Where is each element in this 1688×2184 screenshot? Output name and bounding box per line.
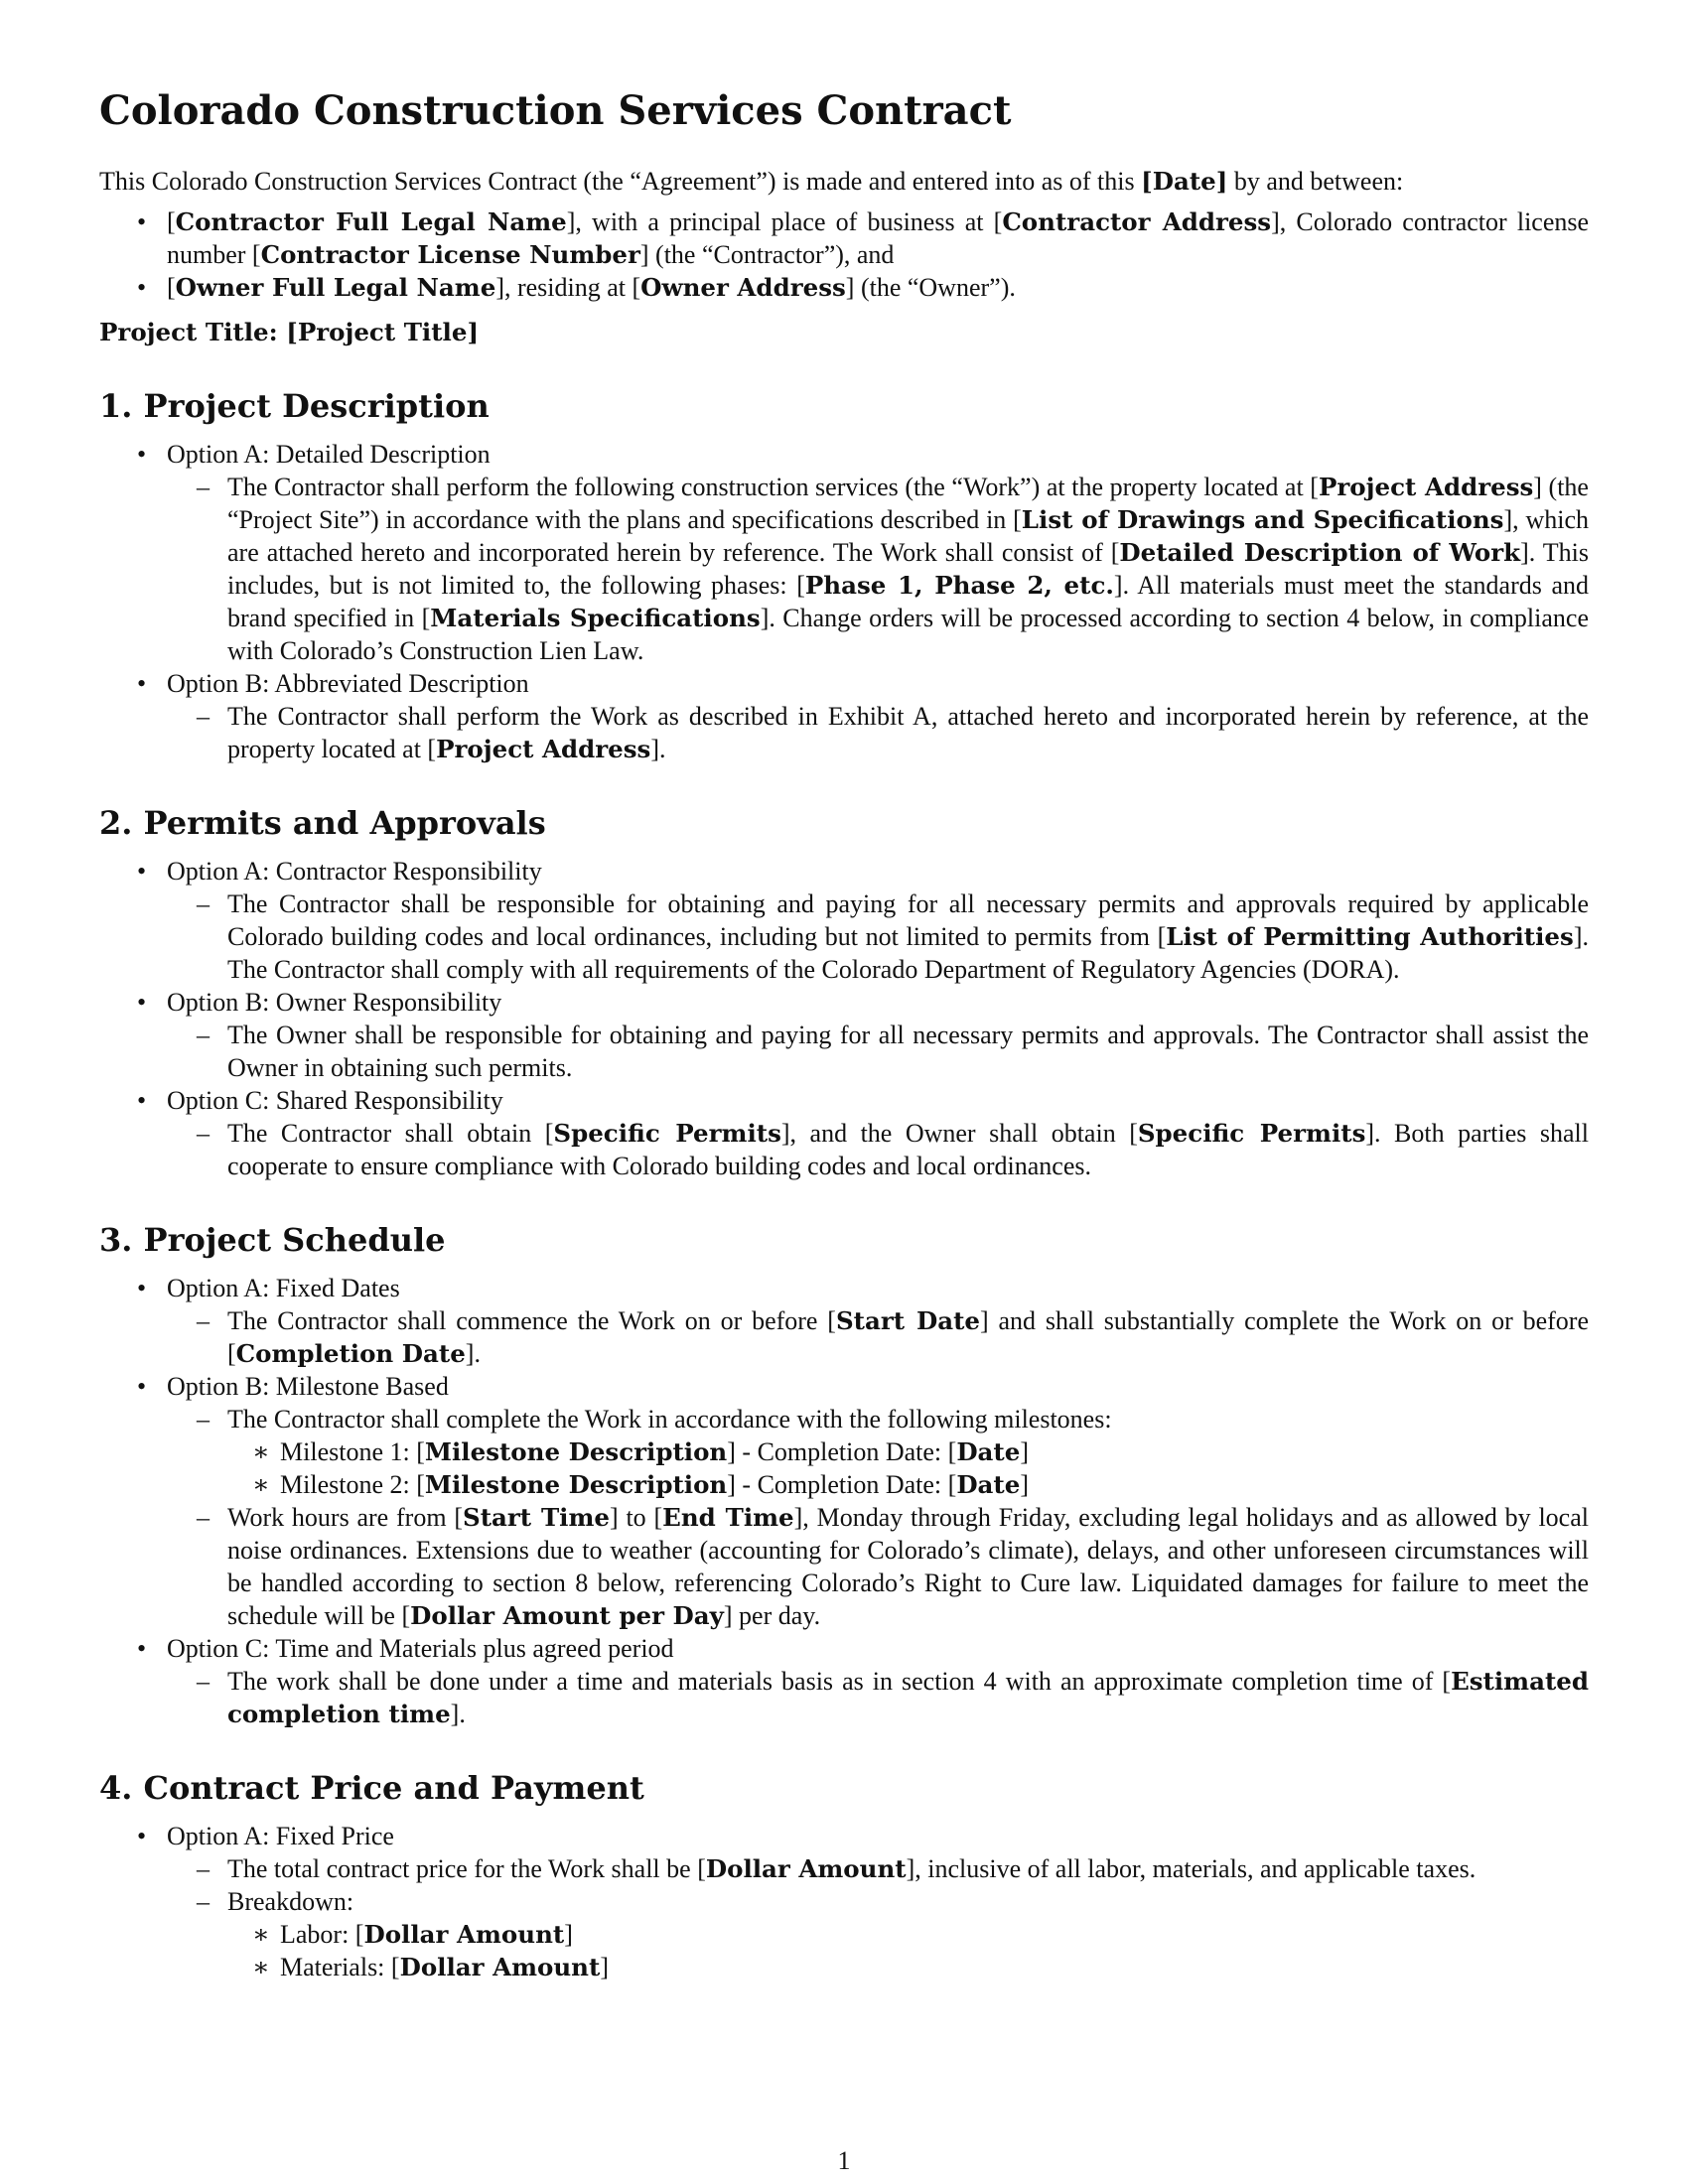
clause-item [167, 1117, 1589, 1182]
placeholder: Dollar Amount [363, 1920, 565, 1949]
clause-text: Materials: [ [280, 1953, 400, 1981]
section-project-description [99, 384, 1589, 765]
clause-text: ]. [465, 1339, 481, 1368]
placeholder: List of Drawings and Specifications [1021, 505, 1504, 534]
placeholder: Estimated completion time [227, 1667, 1589, 1728]
breakdown-list [227, 1918, 1589, 1983]
placeholder: Materials Specifications [430, 604, 761, 632]
clause-item [167, 1501, 1589, 1632]
clause-list [167, 1019, 1589, 1084]
section-permits [99, 801, 1589, 1182]
owner-address-placeholder: Owner Address [640, 273, 846, 302]
clause-list [167, 1665, 1589, 1730]
option-label: Option A: Fixed Price [167, 1822, 394, 1850]
section-price-payment [99, 1766, 1589, 1983]
clause-text: ], inclusive of all labor, materials, and applicable taxes. [906, 1854, 1477, 1883]
clause-text: Work hours are from [ [227, 1503, 464, 1532]
clause-text: Milestone 2: [ [280, 1470, 425, 1499]
clause-list [167, 1852, 1589, 1983]
clause-text: ]. All materials must meet the standards and brand specified in [ [227, 571, 1589, 632]
placeholder: Specific Permits [1137, 1119, 1366, 1148]
intro-paragraph: This Colorado Construction Services Contract (the “Agreement”) is made and entered into as of this [Date] by and between: [99, 167, 1404, 196]
clause-text: ]. This includes, but is not limited to, the following phases: [ [227, 538, 1589, 600]
intro-text-end: by and between: [1227, 167, 1404, 196]
clause-list [167, 887, 1589, 986]
placeholder: Start Date [835, 1306, 980, 1335]
placeholder: List of Permitting Authorities [1166, 922, 1574, 951]
clause-list [167, 1304, 1589, 1370]
clause-text: ] - Completion Date: [ [727, 1470, 957, 1499]
clause-item [167, 887, 1589, 986]
clause-text: ]. Change orders will be processed according to section 4 below, in compliance with Colorado’s Construction Lien Law. [227, 604, 1589, 665]
clause-text: ] to [ [610, 1503, 663, 1532]
option-item [99, 1370, 1589, 1632]
clause-text: The Contractor shall perform the Work as described in Exhibit A, attached hereto and incorporated herein by reference, at the property located at [ [227, 702, 1589, 763]
section-heading: 4. Contract Price and Payment [99, 1769, 644, 1807]
clause-text: ]. [650, 735, 666, 763]
clause-text: The total contract price for the Work shall be [ [227, 1854, 706, 1883]
section-heading: 2. Permits and Approvals [99, 804, 546, 842]
option-list [99, 1272, 1589, 1730]
project-title-placeholder: Project Title [297, 318, 468, 346]
option-item [99, 1272, 1589, 1370]
option-item [99, 986, 1589, 1084]
clause-text: ] [600, 1953, 609, 1981]
parties-list [99, 205, 1589, 304]
option-item [99, 855, 1589, 986]
placeholder: Dollar Amount per Day [410, 1601, 724, 1630]
clause-text: Breakdown: [227, 1887, 354, 1916]
option-label: Option C: Shared Responsibility [167, 1086, 503, 1115]
option-list [99, 855, 1589, 1182]
placeholder: Project Address [1318, 473, 1534, 501]
clause-text: ]. Both parties shall cooperate to ensure compliance with Colorado building codes and local ordinances. [227, 1119, 1589, 1180]
party-contractor: • [Contractor Full Legal Name], with a principal place of business at [Contractor Address], Colorado contractor license number [Contractor License Number] (the “Contractor”), and [99, 205, 1589, 271]
placeholder: Phase 1, Phase 2, etc. [804, 571, 1114, 600]
clause-item [167, 1665, 1589, 1730]
document-page [99, 81, 1589, 1983]
clause-text: ] [1020, 1470, 1030, 1499]
clause-text: ], Monday through Friday, excluding legal holidays and as allowed by local noise ordinances. Extensions due to weather (accounting for Colorado’s climate), delays, and other unforeseen circumstances will be handled according to section 8 below, referencing Colorado’s Right to Cure law. Liquidated damages for failure to meet the schedule will be [ [227, 1503, 1589, 1630]
placeholder: Dollar Amount [705, 1854, 907, 1883]
clause-item [167, 1019, 1589, 1084]
placeholder: Dollar Amount [399, 1953, 601, 1981]
clause-item [167, 1885, 1589, 1983]
intro-text: This Colorado Construction Services Contract (the “Agreement”) is made and entered into as of this [99, 167, 1142, 196]
party-text: ], with a principal place of business at [ [566, 207, 1003, 236]
clause-text: Labor: [ [280, 1920, 364, 1949]
clause-list [167, 1117, 1589, 1182]
party-text: ], residing at [ [495, 273, 641, 302]
clause-text: Milestone 1: [ [280, 1437, 425, 1466]
option-item [99, 438, 1589, 667]
clause-text: ] [1020, 1437, 1030, 1466]
placeholder: Milestone Description [424, 1470, 728, 1499]
clause-text: ] - Completion Date: [ [727, 1437, 957, 1466]
clause-item [167, 1304, 1589, 1370]
option-label: Option B: Abbreviated Description [167, 669, 529, 698]
placeholder: Specific Permits [553, 1119, 781, 1148]
clause-text: ] [564, 1920, 573, 1949]
contractor-name-placeholder: Contractor Full Legal Name [175, 207, 567, 236]
clause-text: ], and the Owner shall obtain [ [780, 1119, 1138, 1148]
option-label: Option B: Owner Responsibility [167, 988, 502, 1017]
clause-list [167, 471, 1589, 667]
option-item [99, 667, 1589, 765]
clause-text: The Contractor shall obtain [ [227, 1119, 554, 1148]
clause-text: ] per day. [723, 1601, 821, 1630]
project-title-label: Project Title: [99, 318, 287, 346]
placeholder: Start Time [463, 1503, 610, 1532]
party-text: ] (the “Owner”). [845, 273, 1016, 302]
clause-text: The Contractor shall commence the Work on or before [ [227, 1306, 836, 1335]
option-item [99, 1084, 1589, 1182]
option-item [99, 1632, 1589, 1730]
placeholder: Milestone Description [424, 1437, 728, 1466]
section-heading: 1. Project Description [99, 387, 490, 425]
option-list [99, 1820, 1589, 1983]
clause-item [167, 1403, 1589, 1501]
option-item [99, 1820, 1589, 1983]
clause-list [167, 700, 1589, 765]
option-label: Option B: Milestone Based [167, 1372, 449, 1401]
clause-text: ] and shall substantially complete the Work on or before [ [227, 1306, 1589, 1368]
breakdown-item [227, 1951, 1589, 1983]
clause-text: The work shall be done under a time and materials basis as in section 4 with an approximate completion time of [ [227, 1667, 1452, 1696]
clause-text: ] (the “Project Site”) in accordance with the plans and specifications described in [ [227, 473, 1589, 534]
clause-item [167, 1852, 1589, 1885]
milestone-item [227, 1468, 1589, 1501]
clause-text: The Contractor shall perform the following construction services (the “Work”) at the property located at [ [227, 473, 1319, 501]
document-title: Colorado Construction Services Contract [99, 87, 1012, 134]
placeholder: End Time [662, 1503, 794, 1532]
clause-item [167, 471, 1589, 667]
option-label: Option A: Fixed Dates [167, 1274, 400, 1302]
placeholder: Date [956, 1470, 1021, 1499]
placeholder: Project Address [436, 735, 651, 763]
clause-text: The Contractor shall be responsible for obtaining and paying for all necessary permits and approvals required by applicable Colorado building codes and local ordinances, including but not limited to permits from [ [227, 889, 1589, 951]
project-title-line: Project Title: [Project Title] [99, 318, 480, 346]
clause-item [167, 700, 1589, 765]
option-label: Option A: Detailed Description [167, 440, 491, 469]
clause-text: The Contractor shall complete the Work in accordance with the following milestones: [227, 1405, 1112, 1433]
clause-text: The Owner shall be responsible for obtaining and paying for all necessary permits and approvals. The Contractor shall assist the Owner in obtaining such permits. [227, 1021, 1589, 1082]
owner-name-placeholder: Owner Full Legal Name [175, 273, 496, 302]
party-text: ], Colorado contractor license number [ [167, 207, 1590, 269]
section-schedule [99, 1218, 1589, 1730]
page-number: 1 [837, 2146, 851, 2175]
option-list [99, 438, 1589, 765]
clause-text: ], which are attached hereto and incorporated herein by reference. The Work shall consist of [ [227, 505, 1589, 567]
clause-text: ]. [450, 1700, 466, 1728]
placeholder: Completion Date [235, 1339, 466, 1368]
clause-list [167, 1403, 1589, 1632]
option-label: Option A: Contractor Responsibility [167, 857, 542, 886]
contractor-address-placeholder: Contractor Address [1002, 207, 1272, 236]
clause-text: ]. The Contractor shall comply with all requirements of the Colorado Department of Regulatory Agencies (DORA). [227, 922, 1589, 984]
option-label: Option C: Time and Materials plus agreed period [167, 1634, 674, 1663]
placeholder: Date [956, 1437, 1021, 1466]
party-owner: • [Owner Full Legal Name], residing at [Owner Address] (the “Owner”). [99, 271, 1589, 304]
section-heading: 3. Project Schedule [99, 1221, 446, 1259]
placeholder: Detailed Description of Work [1119, 538, 1521, 567]
contractor-license-placeholder: Contractor License Number [260, 240, 640, 269]
breakdown-item [227, 1918, 1589, 1951]
milestone-item [227, 1435, 1589, 1468]
milestone-list [227, 1435, 1589, 1501]
party-text: ] (the “Contractor”), and [639, 240, 895, 269]
intro-date-placeholder: Date [1152, 167, 1216, 196]
